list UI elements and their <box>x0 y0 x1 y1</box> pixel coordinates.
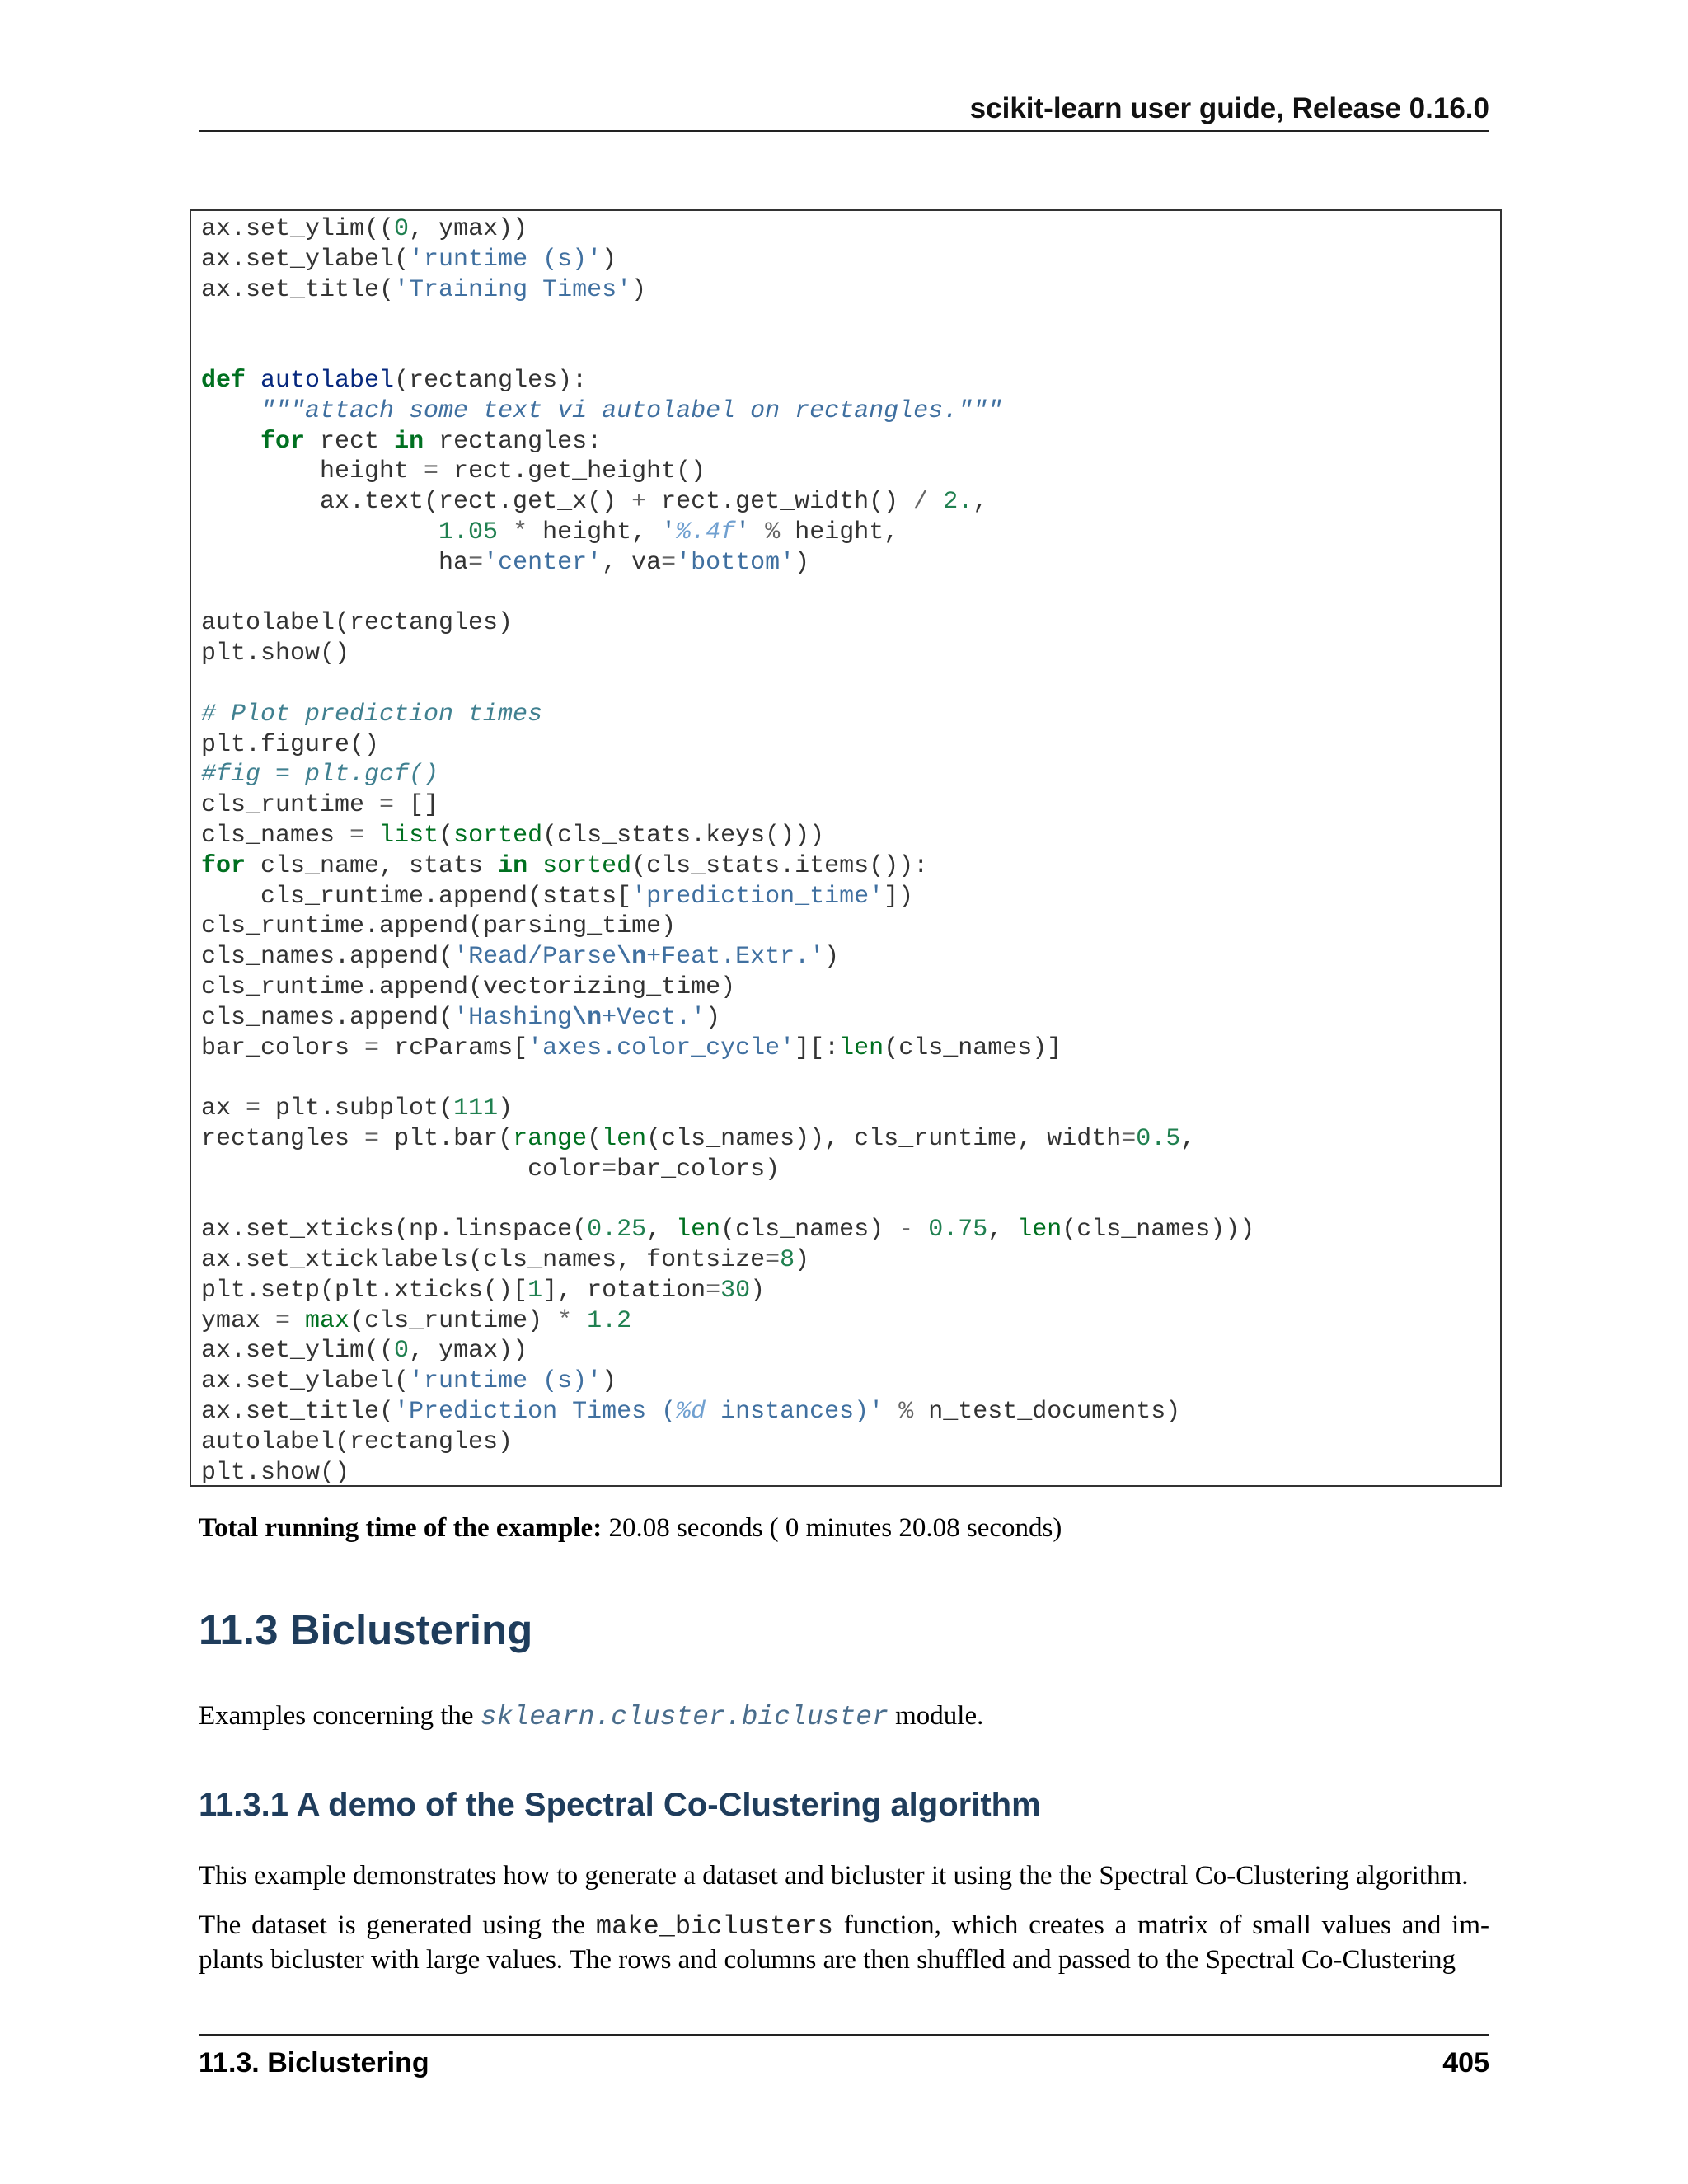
code-token: = <box>349 821 365 850</box>
code-token: * <box>557 1306 573 1335</box>
code-token <box>201 397 260 425</box>
code-token: ( <box>587 1124 603 1153</box>
code-token: plt.figure() <box>201 730 380 759</box>
code-token: ) <box>498 1094 513 1123</box>
code-token: cls_names.append( <box>201 1003 454 1032</box>
code-token: 8 <box>780 1246 795 1275</box>
code-token <box>201 428 260 456</box>
code-token: , va <box>602 548 662 577</box>
code-token: , <box>987 1216 1018 1244</box>
code-token: = <box>246 1094 261 1123</box>
code-token: ][: <box>795 1033 840 1062</box>
code-token: 0 <box>394 215 410 243</box>
code-token: color <box>201 1155 603 1183</box>
code-line <box>201 760 1500 790</box>
code-line <box>201 730 1500 761</box>
code-token: 'bottom' <box>676 548 795 577</box>
section-heading: 11.3 Biclustering <box>199 1606 533 1653</box>
code-token: plt.show() <box>201 1458 350 1487</box>
code-token: plt.show() <box>201 640 350 668</box>
code-token: sorted <box>453 821 543 850</box>
code-token: = <box>602 1155 617 1183</box>
code-token: ax.set_ylabel( <box>201 245 410 274</box>
code-token <box>913 1216 928 1244</box>
code-line <box>201 1245 1500 1276</box>
code-token: , ymax)) <box>409 1337 528 1366</box>
code-token: ) <box>602 245 617 274</box>
code-token: ], rotation <box>542 1276 706 1305</box>
code-token: ax.set_ylabel( <box>201 1367 410 1396</box>
code-token: 0.75 <box>928 1216 988 1244</box>
code-line <box>201 518 1500 548</box>
code-token <box>884 1398 898 1426</box>
code-token: height <box>201 457 424 486</box>
code-token: 'axes.color_cycle' <box>528 1033 795 1062</box>
code-token: height, <box>780 518 899 546</box>
code-token: rect.get_width() <box>646 488 914 517</box>
code-token: 'prediction_time' <box>631 882 884 911</box>
code-token: plt.subplot( <box>260 1094 454 1123</box>
code-token: 111 <box>453 1094 499 1123</box>
code-line <box>201 427 1500 457</box>
code-token: ax.set_title( <box>201 1398 395 1427</box>
code-line <box>201 821 1500 851</box>
code-line <box>201 1003 1500 1033</box>
code-token: % <box>765 518 781 546</box>
code-token <box>246 367 260 395</box>
intro-text-before: Examples concerning the <box>199 1701 481 1731</box>
code-token: len <box>839 1033 884 1062</box>
code-listing <box>201 214 1500 1487</box>
code-line <box>201 1458 1500 1487</box>
code-token: rect.get_height() <box>438 457 706 486</box>
code-token: / <box>913 488 929 517</box>
code-token: = <box>275 1306 291 1335</box>
code-token: 'runtime (s)' <box>409 1367 603 1396</box>
code-token: = <box>765 1246 781 1275</box>
code-token: 1 <box>528 1276 543 1305</box>
code-line <box>201 1094 1500 1124</box>
paragraph-2 <box>199 1909 1489 1976</box>
code-line <box>201 1397 1500 1427</box>
code-token: in <box>498 851 528 880</box>
code-token: ) <box>602 1367 617 1396</box>
code-token: , ymax)) <box>409 215 528 243</box>
code-token <box>364 822 379 850</box>
code-token: autolabel(rectangles) <box>201 609 513 638</box>
code-token: bar_colors <box>201 1033 365 1062</box>
code-line <box>201 851 1500 882</box>
code-line <box>201 639 1500 669</box>
code-token: 1.2 <box>587 1306 632 1335</box>
code-token: [] <box>394 791 439 820</box>
code-line <box>201 669 1500 700</box>
paragraph-1: This example demonstrates how to generate a dataset and bicluster it using the the Spectral Co-Clustering algorithm. <box>199 1861 1469 1891</box>
code-line <box>201 305 1500 335</box>
code-token: , <box>646 1216 677 1244</box>
running-time-note <box>199 1513 1062 1544</box>
code-token: in <box>394 427 424 456</box>
code-token: range <box>513 1124 588 1153</box>
code-token: #fig = plt.gcf() <box>201 761 439 790</box>
code-token: autolabel <box>260 366 395 395</box>
page-header <box>199 92 1489 132</box>
running-time-value: 20.08 seconds ( 0 minutes 20.08 seconds) <box>602 1513 1062 1543</box>
code-token: ax.set_ylim(( <box>201 215 395 243</box>
code-line <box>201 366 1500 396</box>
intro-text-after: module. <box>888 1701 984 1731</box>
code-token: list <box>379 821 439 850</box>
code-token: ) <box>795 1246 810 1275</box>
code-token: = <box>468 548 484 577</box>
code-token <box>498 518 513 546</box>
code-token: ymax <box>201 1306 276 1335</box>
code-token: ' <box>661 518 677 546</box>
code-token: n_test_documents) <box>913 1398 1181 1427</box>
code-line <box>201 912 1500 942</box>
running-header-title: scikit-learn user guide, Release 0.16.0 <box>969 92 1489 124</box>
code-token <box>750 518 765 546</box>
code-token: """attach some text vi autolabel on rectangles.""" <box>260 396 1003 425</box>
code-line <box>201 1033 1500 1064</box>
code-token: (cls_runtime) <box>349 1306 558 1335</box>
code-line <box>201 579 1500 609</box>
code-token: ax.set_title( <box>201 275 395 304</box>
code-token: ha <box>201 548 469 577</box>
code-token: rectangles: <box>424 427 603 456</box>
paragraph-2-text-after: function, which creates a matrix of small values and im-plants bicluster with large values. The rows and columns are then shuffled and passed to the Spectral Co-Clustering <box>199 1910 1489 1975</box>
code-token: (cls_names)), cls_runtime, width <box>646 1124 1122 1153</box>
code-line <box>201 942 1500 972</box>
code-line <box>201 1063 1500 1094</box>
code-token: = <box>706 1276 721 1305</box>
code-token: (cls_stats.keys())) <box>542 821 825 850</box>
code-token: ) <box>795 548 810 577</box>
code-token: = <box>364 1124 380 1153</box>
code-block <box>190 209 1502 1487</box>
code-token: rectangles <box>201 1124 365 1153</box>
code-line <box>201 275 1500 306</box>
code-token: ax <box>201 1094 246 1123</box>
code-line <box>201 1185 1500 1216</box>
code-token: (cls_stats.items()): <box>631 851 929 880</box>
code-token: = <box>379 791 395 820</box>
paragraph-2-text-before: The dataset is generated using the <box>199 1910 596 1940</box>
code-line <box>201 972 1500 1003</box>
code-token: ax.set_ylim(( <box>201 1337 395 1366</box>
code-token: cls_names <box>201 821 350 850</box>
code-line <box>201 396 1500 427</box>
footer-section: 11.3. Biclustering <box>199 2047 429 2079</box>
code-token: 'runtime (s)' <box>409 245 603 274</box>
code-token: +Vect.' <box>602 1003 706 1032</box>
code-token: 0 <box>394 1337 410 1366</box>
code-line <box>201 1155 1500 1185</box>
code-token: cls_names.append( <box>201 943 454 972</box>
code-token: autolabel(rectangles) <box>201 1427 513 1456</box>
code-token: bar_colors) <box>617 1155 781 1183</box>
intro-paragraph <box>199 1701 983 1732</box>
code-token: sorted <box>542 851 632 880</box>
code-token: plt.bar( <box>379 1124 513 1153</box>
function-name: make_biclusters <box>595 1911 833 1942</box>
code-token: + <box>631 488 647 517</box>
code-line <box>201 1276 1500 1306</box>
code-token: ) <box>824 943 840 972</box>
code-line <box>201 790 1500 821</box>
code-token: max <box>305 1306 350 1335</box>
code-token: * <box>513 518 528 546</box>
code-token: ' <box>735 518 751 546</box>
code-token: 'center' <box>483 548 603 577</box>
code-token: ) <box>706 1003 721 1032</box>
code-token: = <box>661 548 677 577</box>
code-token: 1.05 <box>438 518 499 546</box>
code-token: len <box>602 1124 647 1153</box>
page-footer <box>199 2034 1489 2085</box>
subsection-heading: 11.3.1 A demo of the Spectral Co-Clustering algorithm <box>199 1787 1041 1823</box>
module-link[interactable]: sklearn.cluster.bicluster <box>480 1702 889 1732</box>
code-token: ) <box>631 275 647 304</box>
code-token: - <box>898 1216 914 1244</box>
code-line <box>201 548 1500 579</box>
code-token: # Plot prediction times <box>201 700 543 729</box>
code-token: cls_runtime <box>201 791 380 820</box>
code-token: len <box>676 1216 721 1244</box>
code-line <box>201 1124 1500 1155</box>
code-token: %.4f <box>676 518 736 546</box>
code-token: (rectangles): <box>394 366 588 395</box>
code-line <box>201 487 1500 518</box>
code-token: rect <box>305 427 395 456</box>
code-token: 0.25 <box>587 1216 647 1244</box>
code-token: height, <box>528 518 662 546</box>
code-line <box>201 608 1500 639</box>
code-line <box>201 882 1500 912</box>
code-token: 30 <box>720 1276 751 1305</box>
code-token: +Feat.Extr.' <box>646 943 825 972</box>
code-token <box>201 518 438 546</box>
code-line <box>201 335 1500 366</box>
code-token: instances)' <box>706 1398 884 1427</box>
code-token: \n <box>617 943 647 972</box>
code-token: ( <box>438 821 454 850</box>
code-token: 'Prediction Times ( <box>394 1398 677 1427</box>
code-token: (cls_names) <box>720 1216 899 1244</box>
code-token: = <box>424 457 439 486</box>
code-token: \n <box>572 1003 603 1032</box>
code-token: for <box>260 427 306 456</box>
code-token: len <box>1017 1216 1062 1244</box>
code-token: 'Read/Parse <box>453 943 617 972</box>
code-token <box>290 1307 305 1335</box>
code-token: 'Training Times' <box>394 275 632 304</box>
code-token: = <box>364 1033 380 1062</box>
code-line <box>201 1215 1500 1245</box>
code-token: for <box>201 851 246 880</box>
code-token: cls_runtime.append(stats[ <box>201 882 632 911</box>
code-token: % <box>898 1398 914 1427</box>
code-line <box>201 245 1500 275</box>
code-token: ax.text(rect.get_x() <box>201 488 632 517</box>
code-token: (cls_names)] <box>884 1033 1062 1062</box>
code-token: %d <box>676 1398 706 1427</box>
code-line <box>201 1336 1500 1366</box>
code-token: rcParams[ <box>379 1033 528 1062</box>
code-token: 'Hashing <box>453 1003 573 1032</box>
code-line <box>201 1427 1500 1458</box>
code-line <box>201 1366 1500 1397</box>
code-token: def <box>201 366 246 395</box>
code-token <box>928 488 943 516</box>
code-token <box>572 1307 587 1335</box>
code-line <box>201 214 1500 245</box>
code-token: ]) <box>884 882 914 911</box>
code-line <box>201 457 1500 487</box>
code-token: cls_name, stats <box>246 851 499 880</box>
code-token: (cls_names))) <box>1062 1216 1255 1244</box>
code-token: cls_runtime.append(parsing_time) <box>201 912 677 941</box>
code-token: ax.set_xticks(np.linspace( <box>201 1216 588 1244</box>
code-token: 0.5 <box>1136 1124 1181 1153</box>
code-line <box>201 1306 1500 1337</box>
code-token: 2. <box>943 488 973 517</box>
code-token: = <box>1121 1124 1137 1153</box>
code-token: , <box>973 488 988 517</box>
page-number: 405 <box>1442 2047 1489 2079</box>
code-token: ax.set_xticklabels(cls_names, fontsize <box>201 1246 766 1275</box>
code-token: plt.setp(plt.xticks()[ <box>201 1276 528 1305</box>
code-token: cls_runtime.append(vectorizing_time) <box>201 972 736 1001</box>
code-token: , <box>1180 1124 1196 1153</box>
code-token: ) <box>750 1276 766 1305</box>
code-token <box>528 852 542 880</box>
code-line <box>201 700 1500 730</box>
running-time-label: Total running time of the example: <box>199 1513 603 1543</box>
